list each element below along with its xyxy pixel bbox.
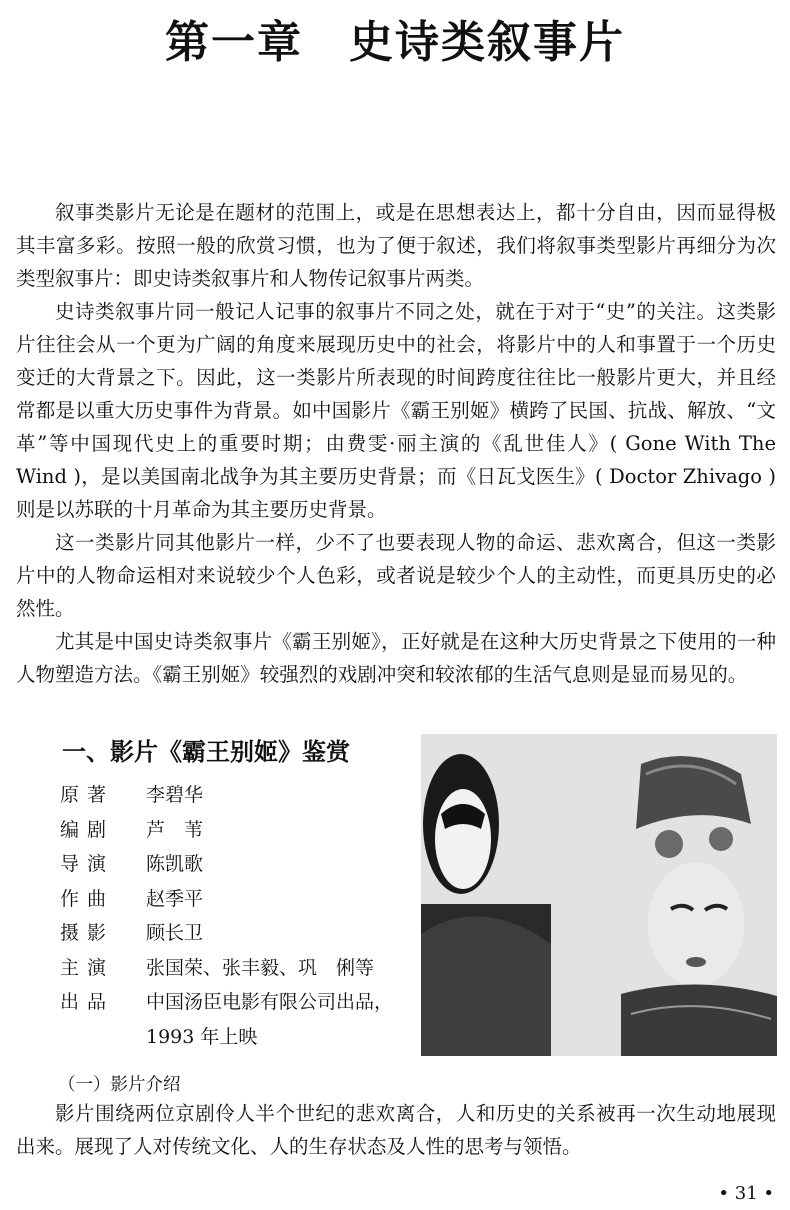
film-section-heading: 一、影片《霸王别姬》鉴赏 <box>62 738 350 766</box>
credit-value: 顾长卫 <box>146 922 204 944</box>
credit-row <box>60 985 416 1020</box>
credit-row <box>60 951 416 986</box>
subsection-text <box>16 1097 776 1163</box>
credit-value: 张国荣、张丰毅、巩 俐等 <box>146 956 375 979</box>
credit-label: 编剧 <box>60 818 115 841</box>
credit-label: 作曲 <box>60 887 115 910</box>
page-number: • 31 • <box>718 1183 774 1204</box>
paragraph: 影片围绕两位京剧伶人半个世纪的悲欢离合，人和历史的关系被再一次生动地展现出来。展现了人对传统文化、人的生存状态及人性的思考与领悟。 <box>16 1102 776 1158</box>
chapter-title: 第一章 史诗类叙事片 <box>165 17 625 68</box>
film-still-illustration <box>421 734 777 1056</box>
credit-label: 摄影 <box>60 922 115 944</box>
credit-row <box>60 847 416 882</box>
credit-label: 原著 <box>60 784 115 806</box>
credit-row <box>60 813 416 848</box>
film-credits <box>60 778 416 1054</box>
credit-row <box>60 882 416 917</box>
credit-row <box>60 1020 416 1055</box>
credit-value: 中国汤臣电影有限公司出品， <box>146 991 394 1013</box>
paragraph: 这一类影片同其他影片一样，少不了也要表现人物的命运、悲欢离合，但这一类影片中的人物命运相对来说较少个人色彩，或者说是较少个人的主动性，而更具历史的必然性。 <box>16 531 776 620</box>
credit-label: 主演 <box>60 956 115 979</box>
paragraph: 史诗类叙事片同一般记人记事的叙事片不同之处，就在于对于“史”的关注。这类影片往往会从一个更为广阔的角度来展现历史中的社会，将影片中的人和事置于一个历史变迁的大背景之下。因此，这一类影片所表现的时间跨度往往比一般影片更大，并且经常都是以重大历史事件为背景。如中国影片《霸王别姬》横跨了民国、抗战、解放、“文革”等中国现代史上的重要时期；由费雯·丽主演的《乱世佳人》( Gone With The Wind )，是以美国南北战争为其主要历史背景；而《日瓦戈医生》( Doctor Zhivago ) 则是以苏联的十月革命为其主要历史背景。 <box>16 300 776 521</box>
credit-value: 1993 年上映 <box>146 1025 258 1048</box>
credit-row <box>60 778 416 813</box>
paragraph: 叙事类影片无论是在题材的范围上，或是在思想表达上，都十分自由，因而显得极其丰富多彩。按照一般的欣赏习惯，也为了便于叙述，我们将叙事类型影片再细分为次类型叙事片：即史诗类叙事片和人物传记叙事片两类。 <box>16 201 776 290</box>
credit-value: 李碧华 <box>146 784 204 806</box>
credit-label <box>60 1020 146 1055</box>
credit-label: 导演 <box>60 853 115 875</box>
credit-label: 出品 <box>60 991 115 1013</box>
credit-row <box>60 916 416 951</box>
paragraph: 尤其是中国史诗类叙事片《霸王别姬》，正好就是在这种大历史背景之下使用的一种人物塑造方法。《霸王别姬》较强烈的戏剧冲突和较浓郁的生活气息则是显而易见的。 <box>16 630 776 686</box>
intro-text <box>16 196 776 691</box>
credit-value: 赵季平 <box>146 887 204 910</box>
credit-value: 芦 苇 <box>146 818 204 841</box>
film-still-photo <box>421 734 777 1056</box>
subsection-heading: （一）影片介绍 <box>58 1075 181 1095</box>
credit-value: 陈凯歌 <box>146 853 204 875</box>
